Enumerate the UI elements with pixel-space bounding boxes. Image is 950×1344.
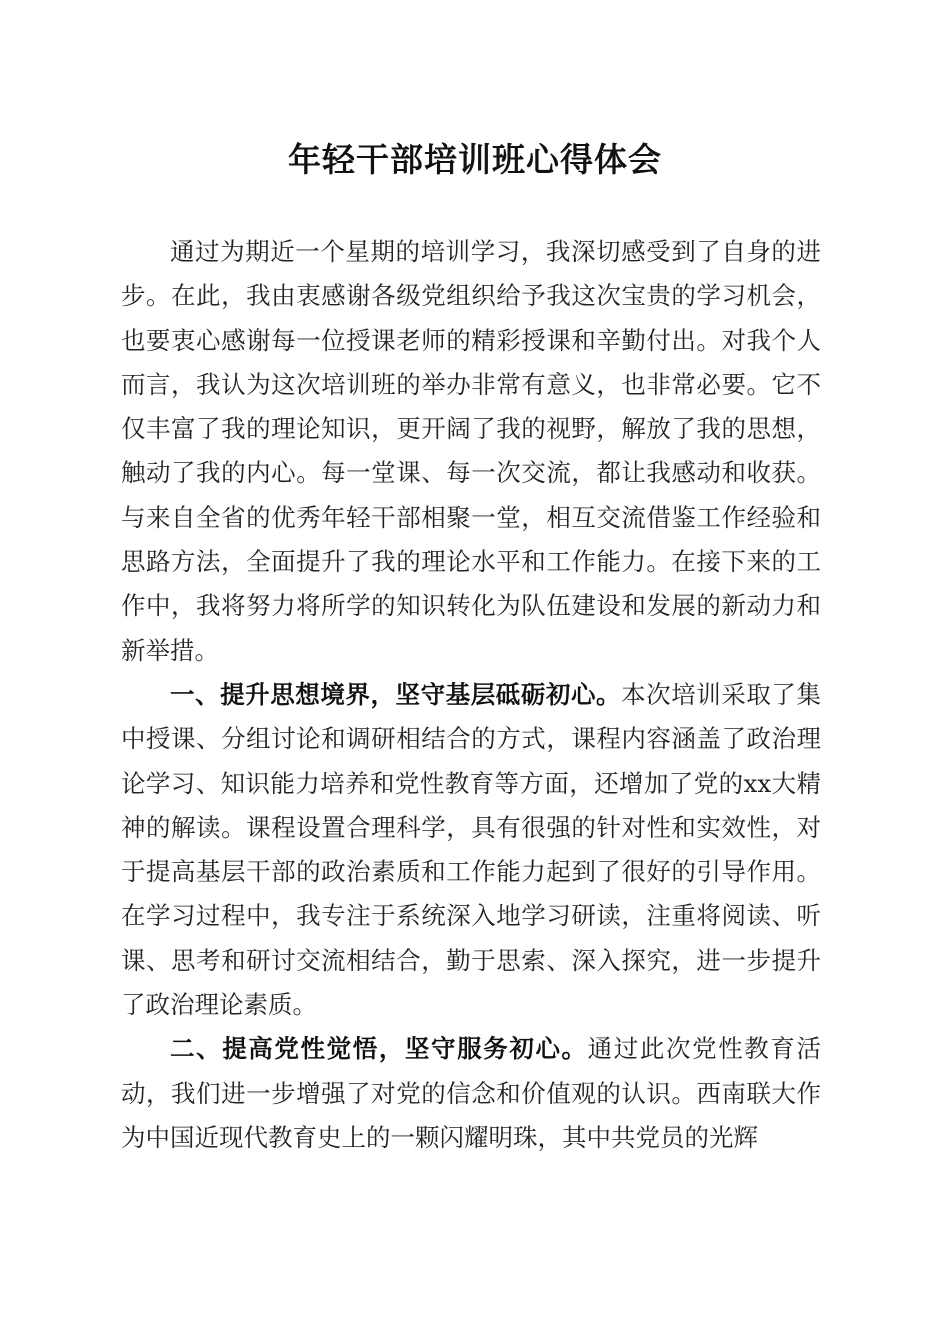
- paragraph-intro-text: 通过为期近一个星期的培训学习，我深切感受到了自身的进步。在此，我由衷感谢各级党组织给予我这次宝贵的学习机会，也要衷心感谢每一位授课老师的精彩授课和辛勤付出。对我个人而言，我认为这次培训班的举办非常有意义，也非常必要。它不仅丰富了我的理论知识，更开阔了我的视野，解放了我的思想，触动了我的内心。每一堂课、每一次交流，都让我感动和收获。与来自全省的优秀年轻干部相聚一堂，相互交流借鉴工作经验和思路方法，全面提升了我的理论水平和工作能力。在接下来的工作中，我将努力将所学的知识转化为队伍建设和发展的新动力和新举措。: [121, 237, 821, 665]
- section-two-text: 通过此次党性教育活动，我们进一步增强了对党的信念和价值观的认识。西南联大作为中国近现代教育史上的一颗闪耀明珠，其中共党员的光辉: [121, 1034, 822, 1152]
- section-one-text: 本次培训采取了集中授课、分组讨论和调研相结合的方式，课程内容涵盖了政治理论学习、知识能力培养和党性教育等方面，还增加了党的xx大精神的解读。课程设置合理科学，具有很强的针对性和实效性，对于提高基层干部的政治素质和工作能力起到了很好的引导作用。在学习过程中，我专注于系统深入地学习研读，注重将阅读、听课、思考和研讨交流相结合，勤于思索、深入探究，进一步提升了政治理论素质。: [121, 679, 821, 1020]
- paragraph-section-one: [121, 673, 821, 1027]
- section-one-heading: 一、提升思想境界，坚守基层砥砺初心。: [170, 679, 622, 709]
- paragraph-section-two: [121, 1027, 821, 1160]
- section-two-heading: 二、提高党性觉悟，坚守服务初心。: [170, 1034, 588, 1064]
- paragraph-intro: [121, 230, 821, 673]
- document-body: [121, 230, 821, 1160]
- document-title: 年轻干部培训班心得体会: [288, 140, 662, 179]
